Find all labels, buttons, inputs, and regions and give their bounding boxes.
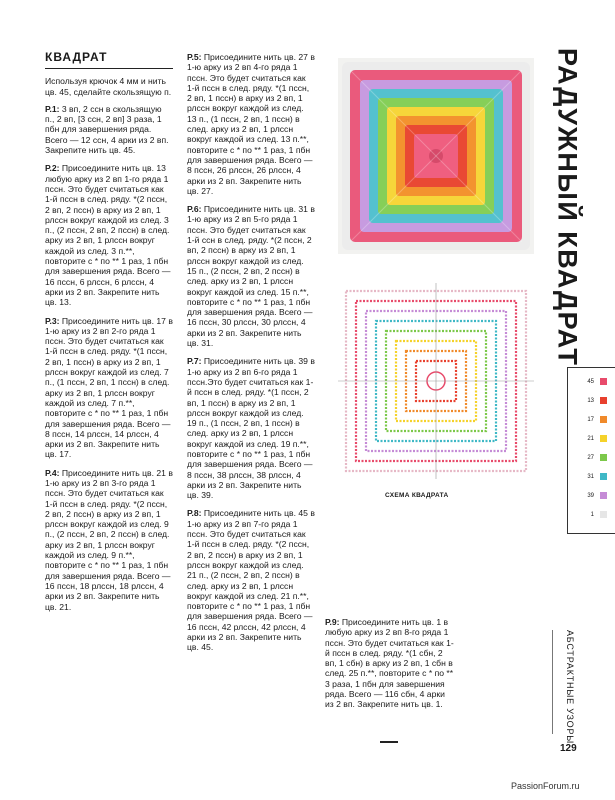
row-instruction xyxy=(45,104,173,155)
legend-row xyxy=(567,391,615,410)
legend-number: 39 xyxy=(587,492,594,499)
legend-row xyxy=(567,372,615,391)
diagram-caption: СХЕМА КВАДРАТА xyxy=(385,492,449,499)
row-instruction xyxy=(45,316,173,460)
section-divider xyxy=(552,630,553,734)
intro-text: Используя крючок 4 мм и нить цв. 45, сделайте скользящую п. xyxy=(45,76,172,97)
instructions-column-3 xyxy=(325,617,455,718)
row-text: Присоедините нить цв. 1 в любую арку из 2 вп 8-го ряда 1 пссн. Это будет считаться как 1-й пссн в след. ряду. *(1 сбн, 2 вп, 1 сбн) в арку из 2 вп, 1 сбн в след. 25 п.**, повторите с * по ** 3 раза, 1 пбн для завершения ряда. Всего — 116 сбн, 4 арки из 2 вп. Закрепите нить цв. 1. xyxy=(325,617,454,710)
legend-number: 13 xyxy=(587,397,594,404)
instructions-column-2 xyxy=(187,52,315,661)
end-dash xyxy=(380,741,398,743)
row-text: Присоедините нить цв. 21 в 1-ю арку из 2 вп 3-го ряда 1 пссн. Это будет считаться как 1-й пссн в след. ряду. *(2 пссн, 2 вп, 2 пссн) в арку из 2 вп, 1 рлссн вокруг каждой из след. 9 п., (2 пссн, 2 вп, 2 пссн) в след. арку из 2 вп, 1 рлссн вокруг каждой из след. 9 п.**, повторите с * по ** 1 раз, 1 пбн для завершения ряда. Всего — 16 пссн, 18 рлссн, 18 рлссн, 4 арки из 2 вп. Закрепите нить цв. 21. xyxy=(45,467,173,612)
legend-swatch xyxy=(600,492,607,499)
row-text: Присоедините нить цв. 17 в 1-ю арку из 2 вп 2-го ряда 1 пссн. Это будет считаться как 1-й пссн в след. ряду. *(1 пссн, 2 вп, 1 пссн) в арку из 2 вп, 1 рлссн вокруг каждой из след. 7 п., (1 пссн, 2 вп, 1 пссн) в след. арку из 2 вп, 1 рлссн вокруг каждой из след. 7 п.**, повторите с * по ** 1 раз, 1 пбн для завершения ряда. Всего — 8 пссн, 14 рлссн, 14 рлссн, 4 арки из 2 вп. Закрепите нить цв. 17. xyxy=(45,315,173,460)
row-label: Р.9: xyxy=(325,617,340,627)
row-text: 3 вп, 2 ссн в скользящую п., 2 вп, [3 ссн, 2 вп] 3 раза, 1 пбн для завершения ряда. Всего — 12 ссн, 4 арки из 2 вп. Закрепите нить цв. 45. xyxy=(45,103,169,156)
row-instruction xyxy=(45,163,173,307)
legend-number: 1 xyxy=(590,511,594,518)
legend-number: 45 xyxy=(587,378,594,385)
row-label: Р.4: xyxy=(45,467,60,478)
row-text: Присоедините нить цв. 39 в 1-ю арку из 2 вп 6-го ряда 1 пссн.Это будет считаться как 1-й пссн в след. ряду. *(1 пссн, 2 вп, 1 пссн) в арку из 2 вп, 1 рлссн вокруг каждой из след. 19 п., (1 пссн, 2 вп, 1 пссн) в след. арку из 2 вп, 1 рлссн вокруг каждой из след. 19 п.**, повторите с * по ** 1 раз, 1 пбн для завершения ряда. Всего — 8 пссн, 38 рлссн, 38 рлссн, 4 арки из 2 вп. Закрепите нить цв. 39. xyxy=(187,356,315,501)
row-instruction xyxy=(45,468,173,612)
row-label: Р.2: xyxy=(45,163,60,174)
row-label: Р.5: xyxy=(187,52,202,62)
legend-row xyxy=(567,410,615,429)
row-text: Присоедините нить цв. 45 в 1-ю арку из 2 вп 7-го ряда 1 пссн. Это будет считаться как 1-й пссн в след. ряду. *(2 пссн, 2 вп, 2 пссн) в арку из 2 вп, 1 рлссн вокруг каждой из след. 21 п., (2 пссн, 2 вп, 2 пссн) в след. арку из 2 вп, 1 рлссн вокруг каждой из след. 21 п.**, повторите с * по ** 1 раз, 1 пбн для завершения ряда. Всего — 16 пссн, 42 рлссн, 42 рлссн, 4 арки из 2 вп. Закрепите нить цв. 45. xyxy=(187,508,315,653)
row-label: Р.6: xyxy=(187,204,202,215)
legend-row xyxy=(567,448,615,467)
legend-swatch xyxy=(600,397,607,404)
row-text: Присоедините нить цв. 13 любую арку из 2 вп 1-го ряда 1 пссн. Это будет считаться как 1-й пссн в след. ряду. *(2 пссн, 2 вп, 2 пссн) в арку из 2 вп, 1 рлссн вокруг каждой из след. 3 п., (2 пссн, 2 вп, 2 пссн) в след. арку из 2 вп, 1 рлссн вокруг каждой из след. 3 п.**, повторите с * по ** 1 раз, 1 пбн для завершения ряда. Всего — 16 пссн, 6 рлссн, 6 рлссн, 4 арки из 2 вп. Закрепите нить цв. 13. xyxy=(45,163,171,308)
page-title: КВАДРАТ xyxy=(45,50,108,64)
legend-swatch xyxy=(600,378,607,385)
title-rule xyxy=(45,68,173,69)
row-instruction xyxy=(187,508,315,652)
instructions-column-1 xyxy=(45,52,173,620)
side-title-text: РАДУЖНЫЙ КВАДРАТ xyxy=(552,48,583,367)
legend-number: 31 xyxy=(587,473,594,480)
page-number: 129 xyxy=(560,743,577,754)
side-title xyxy=(548,48,586,367)
legend-swatch xyxy=(600,416,607,423)
row-instruction xyxy=(187,204,315,348)
row-label: Р.7: xyxy=(187,356,202,367)
legend-number: 27 xyxy=(587,454,594,461)
row-instruction xyxy=(187,52,315,196)
legend-number: 21 xyxy=(587,435,594,442)
row-text: Присоедините нить цв. 31 в 1-ю арку из 2 вп 5-го ряда 1 пссн. Это будет считаться как 1-й ссн в след. ряду. *(2 пссн, 2 вп, 2 пссн) в арку из 2 вп, 1 рлссн вокруг каждой из след. 15 п., (2 пссн, 2 вп, 2 пссн) в след. арку из 2 вп, 1 рлссн вокруг каждой из след. 15 п.**, повторите с * по ** 1 раз, 1 пбн для завершения ряда. Всего — 16 пссн, 30 рлссн, 30 рлссн, 4 арки из 2 вп. Закрепите нить цв. 31. xyxy=(187,204,315,349)
legend-row xyxy=(567,467,615,486)
row-label: Р.3: xyxy=(45,315,60,326)
row-instruction xyxy=(187,356,315,500)
stitch-diagram xyxy=(338,283,534,479)
color-legend xyxy=(567,372,615,524)
legend-row xyxy=(567,505,615,524)
legend-swatch xyxy=(600,473,607,480)
crochet-square-photo xyxy=(338,58,534,254)
section-label xyxy=(560,630,580,745)
row-text: Присоедините нить цв. 27 в 1-ю арку из 2 вп 4-го ряда 1 пссн. Это будет считаться как 1-й пссн в след. ряду. *(1 пссн, 2 вп, 1 пссн) в арку из 2 вп, 1 рлссн вокруг каждой из след. 13 п., (1 пссн, 2 вп, 1 пссн) в след. арку из 2 вп, 1 рлссн вокруг каждой из след. 13 п.**, повторите с * по ** 1 раз, 1 пбн для завершения ряда. Всего — 8 пссн, 26 рлссн, 26 рлссн, 4 арки из 2 вп. Закрепите нить цв. 27. xyxy=(187,52,315,196)
legend-swatch xyxy=(600,454,607,461)
legend-number: 17 xyxy=(587,416,594,423)
watermark: PassionForum.ru xyxy=(511,781,580,791)
row-label: Р.8: xyxy=(187,508,202,519)
legend-swatch xyxy=(600,511,607,518)
section-label-text: АБСТРАКТНЫЕ УЗОРЫ xyxy=(565,630,575,745)
row-label: Р.1: xyxy=(45,103,60,114)
row-instruction xyxy=(325,617,455,710)
legend-swatch xyxy=(600,435,607,442)
legend-row xyxy=(567,486,615,505)
legend-row xyxy=(567,429,615,448)
